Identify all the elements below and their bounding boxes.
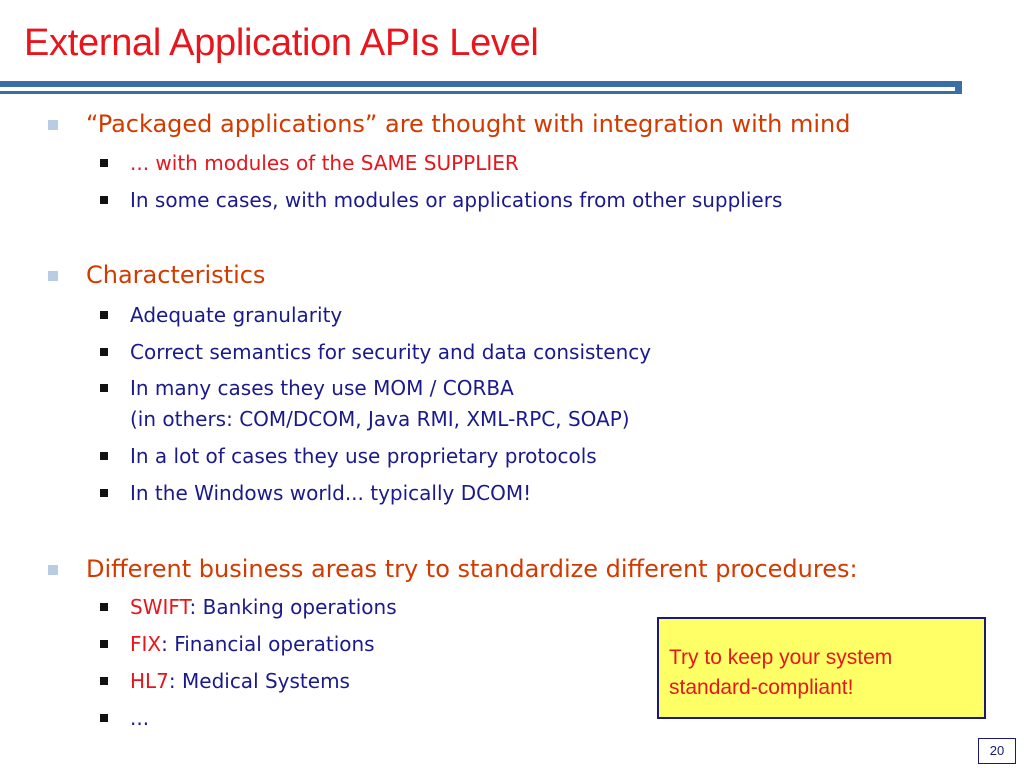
section-heading-text: “Packaged applications” are thought with integration with mind [86, 110, 851, 138]
list-item [130, 440, 597, 473]
page-number: 20 [978, 738, 1016, 764]
list-item [130, 147, 519, 180]
list-item-text: Correct semantics for security and data consistency [130, 340, 652, 364]
list-item [130, 477, 531, 510]
title-divider-cap [955, 81, 962, 94]
list-item [130, 299, 342, 332]
square-bullet-icon [100, 603, 108, 611]
list-item-text: In a lot of cases they use proprietary protocols [130, 444, 597, 468]
square-bullet-icon [100, 640, 108, 648]
square-bullet-icon [100, 452, 108, 460]
square-bullet-icon [100, 384, 108, 392]
list-item [130, 591, 397, 624]
list-item-text: ... with modules of the SAME SUPPLIER [130, 151, 519, 175]
square-bullet-icon [48, 120, 58, 130]
square-bullet-icon [100, 159, 108, 167]
title-divider-thin [0, 91, 962, 94]
list-item-continuation [130, 403, 630, 436]
square-bullet-icon [100, 714, 108, 722]
list-item-text: Adequate granularity [130, 303, 343, 327]
list-item-text: In some cases, with modules or applications from other suppliers [130, 188, 783, 212]
list-item-text: ... [130, 706, 150, 730]
list-item [130, 702, 149, 735]
standard-desc: : Financial operations [161, 632, 375, 656]
square-bullet-icon [100, 348, 108, 356]
list-item [130, 336, 651, 369]
square-bullet-icon [48, 565, 58, 575]
slide-title: External Application APIs Level [24, 22, 539, 64]
list-item [130, 372, 514, 405]
section-heading-characteristics [86, 261, 265, 289]
standard-term: FIX [130, 632, 162, 656]
square-bullet-icon [100, 677, 108, 685]
callout-box [657, 617, 986, 719]
square-bullet-icon [100, 196, 108, 204]
square-bullet-icon [100, 489, 108, 497]
title-divider-thick [0, 81, 962, 87]
section-heading-text: Different business areas try to standardize different procedures: [86, 555, 858, 583]
list-item [130, 184, 782, 217]
section-heading-standards [86, 555, 858, 583]
standard-desc: : Banking operations [189, 595, 397, 619]
list-item-text: In many cases they use MOM / CORBA [130, 376, 514, 400]
standard-desc: : Medical Systems [168, 669, 350, 693]
list-item-text: In the Windows world... typically DCOM! [130, 481, 532, 505]
callout-line: Try to keep your system [669, 646, 893, 669]
square-bullet-icon [48, 271, 58, 281]
list-item [130, 665, 350, 698]
section-heading-text: Characteristics [86, 261, 266, 289]
list-item [130, 628, 375, 661]
standard-term: HL7 [130, 669, 169, 693]
callout-line: standard-compliant! [669, 676, 854, 699]
standard-term: SWIFT [130, 595, 190, 619]
section-heading-packaged-apps [86, 110, 850, 138]
list-item-text: (in others: COM/DCOM, Java RMI, XML-RPC, SOAP) [130, 407, 630, 431]
square-bullet-icon [100, 311, 108, 319]
